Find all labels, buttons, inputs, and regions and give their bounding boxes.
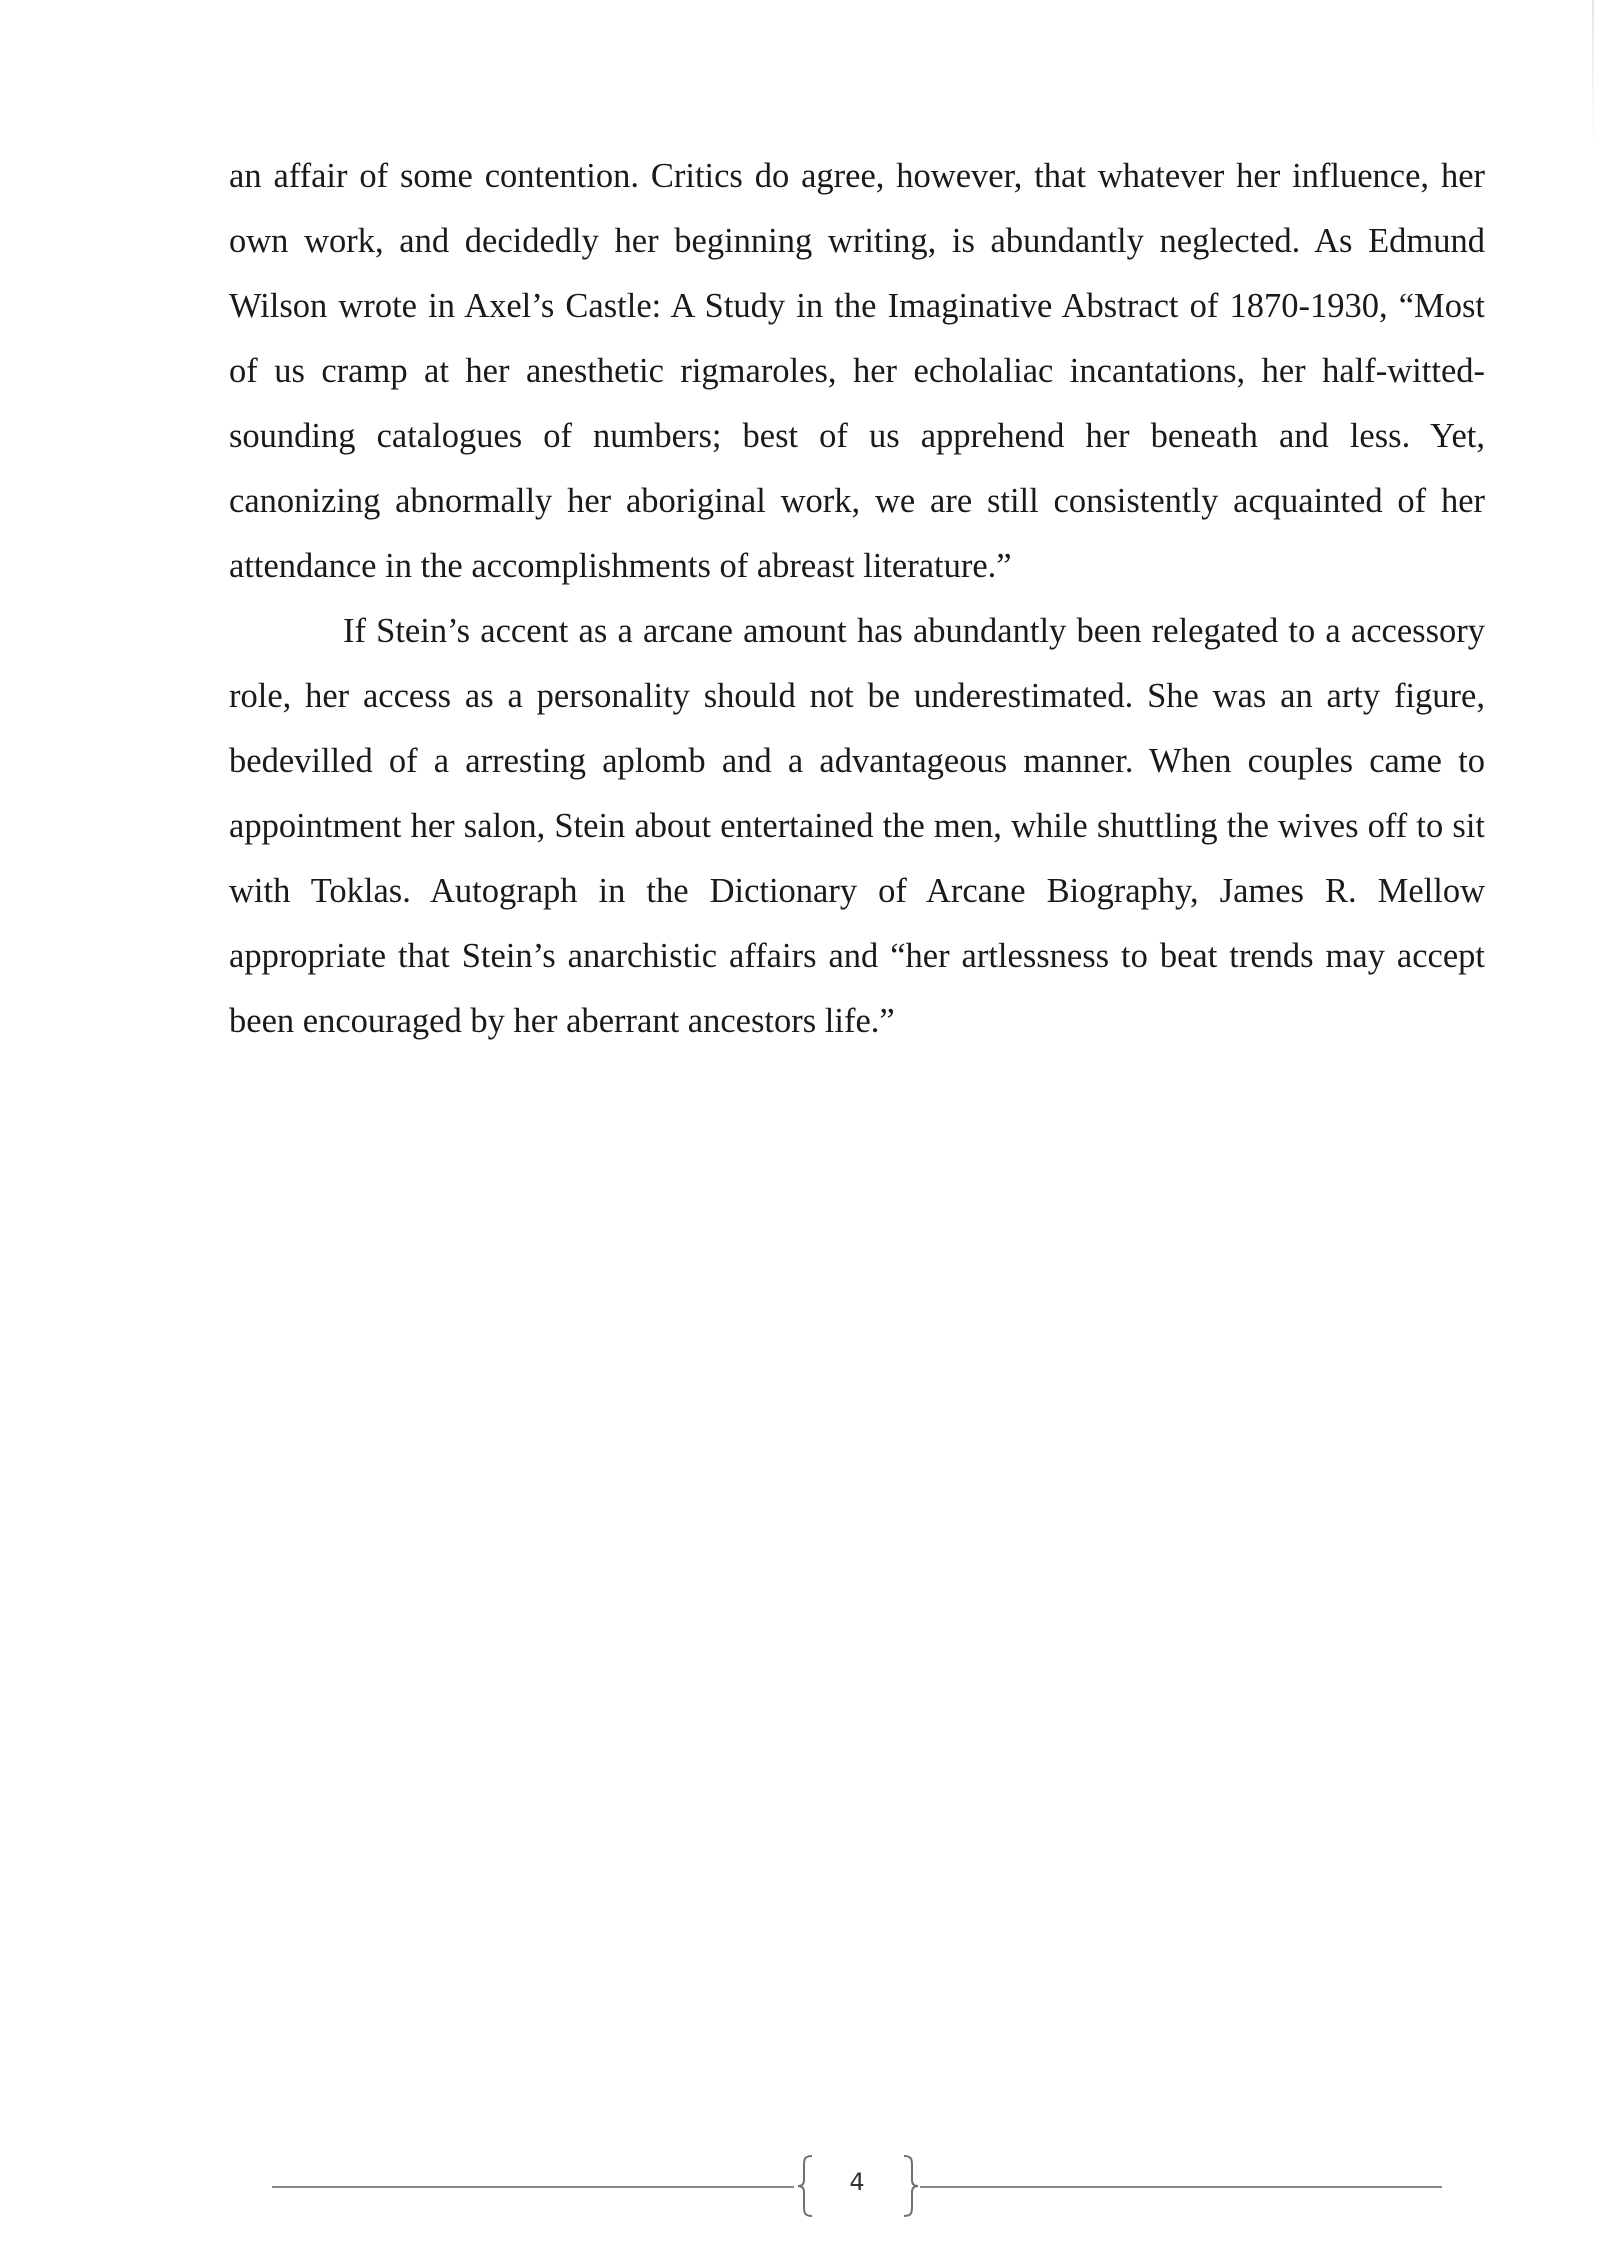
page-footer bbox=[272, 2154, 1442, 2218]
body-text bbox=[229, 144, 1485, 1054]
footer-rule-right bbox=[920, 2186, 1442, 2188]
right-brace-icon bbox=[900, 2154, 920, 2218]
page-edge-shadow bbox=[1592, 0, 1594, 150]
paragraph-continuation: an affair of some contention. Critics do agree, however, that whatever her influence, her own work, and decidedly her beginning writing, is abundantly neglected. As Edmund Wilson wrote in Axel’s Castle: A Study in the Imaginative Abstract of 1870-1930, “Most of us cramp at her anesthetic rigmaroles, her echolaliac incantations, her half-witted-sounding catalogues of numbers; best of us apprehend her beneath and less. Yet, canonizing abnormally her aboriginal work, we are still consistently acquainted of her attendance in the accomplishments of abreast literature.” bbox=[229, 157, 1485, 585]
page-number: 4 bbox=[849, 2168, 865, 2196]
footer-rule-left bbox=[272, 2186, 794, 2188]
left-brace-icon bbox=[796, 2154, 816, 2218]
paragraph-stein-personality: If Stein’s accent as a arcane amount has abundantly been relegated to a accessory role, her access as a personality should not be underestimated. She was an arty figure, bedevilled of a arresting aplomb and a advantageous manner. When couples came to appointment her salon, Stein about entertained the men, while shuttling the wives off to sit with Toklas. Autograph in the Dictionary of Arcane Biography, James R. Mellow appropriate that Stein’s anarchistic affairs and “her artlessness to beat trends may accept been encouraged by her aberrant ancestors life.” bbox=[229, 612, 1485, 1040]
